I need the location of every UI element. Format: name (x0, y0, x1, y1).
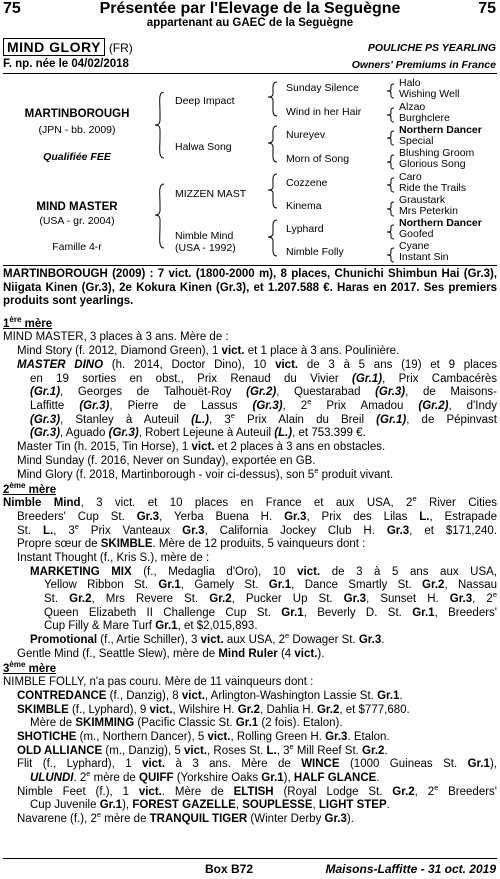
gen3-5: Cozzene (286, 177, 328, 189)
gen4-5: Northern Dancer (399, 124, 482, 136)
gen4-3: Alzao (399, 101, 426, 113)
sire-qualification: Qualifiée FEE (43, 151, 111, 163)
sire-summary: MARTINBOROUGH (2009) : 7 vict. (1800-2000 m), 8 places, Chunichi Shimbun Hai (Gr.3), Niigata Kinen (Gr.3), 2e Kokura Kinen (Gr.3), et 1.207.588 €. Haras en 2017. Ses premiers produits sont yearlings. (3, 268, 497, 308)
section-second-dam: 2ème mère (3, 481, 57, 496)
dam-family: Famille 4-r (52, 241, 102, 253)
dam-name: MIND MASTER (36, 201, 118, 213)
gen4-4: Burghclere (399, 112, 450, 124)
gen4-9: Caro (399, 171, 422, 183)
box-number: Box B72 (205, 862, 254, 876)
page-title: Présentée par l'Elevage de la Seguègne (99, 0, 401, 17)
gen4-12: Mrs Peterkin (399, 205, 458, 217)
dam-dam-info: (USA - 1992) (175, 242, 236, 254)
gen4-1: Halo (399, 77, 421, 89)
pedigree-brackets-gen3 (265, 80, 281, 265)
horse-title (3, 39, 133, 55)
dam-info: (USA - gr. 2004) (39, 215, 115, 227)
sire-sire: Deep Impact (175, 95, 235, 107)
section-first-dam: 1ère mère (3, 315, 53, 330)
gen3-4: Morn of Song (286, 153, 350, 165)
sire-dam: Halwa Song (175, 141, 232, 153)
gen3-7: Lyphard (286, 223, 324, 235)
horse-birth: F. np. née le 04/02/2018 (3, 58, 129, 70)
owners-premiums: Owners' Premiums in France (351, 59, 496, 71)
horse-type: POULICHE PS YEARLING (367, 42, 496, 54)
gen4-14: Goofed (399, 228, 434, 240)
gen4-13: Northern Dancer (399, 217, 482, 229)
gen4-7: Blushing Groom (399, 147, 475, 159)
sire-info: (JPN - bb. 2009) (38, 124, 116, 136)
pedigree-divider (3, 265, 497, 266)
gen4-8: Glorious Song (399, 158, 466, 170)
gen4-11: Graustark (399, 194, 446, 206)
dam-dam: Nimble Mind (175, 230, 234, 242)
footer-divider (3, 858, 497, 859)
gen3-2: Wind in her Hair (286, 106, 362, 118)
gen4-2: Wishing Well (399, 88, 460, 100)
sire-name: MARTINBOROUGH (24, 108, 130, 120)
pedigree-brackets-gen4 (382, 78, 398, 268)
horse-name: MIND GLORY (3, 38, 105, 56)
gen4-6: Special (399, 135, 434, 147)
lot-number-right: 75 (478, 0, 496, 17)
sale-place-date: Maisons-Laffitte - 31 oct. 2019 (325, 862, 496, 876)
header-divider (3, 73, 497, 74)
gen3-6: Kinema (286, 200, 322, 212)
page-subtitle: appartenant au GAEC de la Seguègne (146, 17, 354, 29)
gen3-8: Nimble Folly (286, 246, 344, 258)
gen4-16: Instant Sin (399, 251, 449, 263)
gen4-10: Ride the Trails (399, 182, 467, 194)
horse-country: (FR) (108, 41, 133, 55)
gen3-1: Sunday Silence (286, 82, 359, 94)
gen3-3: Nureyev (286, 129, 326, 141)
pedigree-brackets-gen2 (154, 92, 168, 254)
gen4-15: Cyane (399, 240, 430, 252)
dam-sire: MIZZEN MAST (175, 188, 247, 200)
lot-number-left: 75 (3, 0, 21, 17)
section-third-dam: 3ème mère (3, 660, 57, 675)
